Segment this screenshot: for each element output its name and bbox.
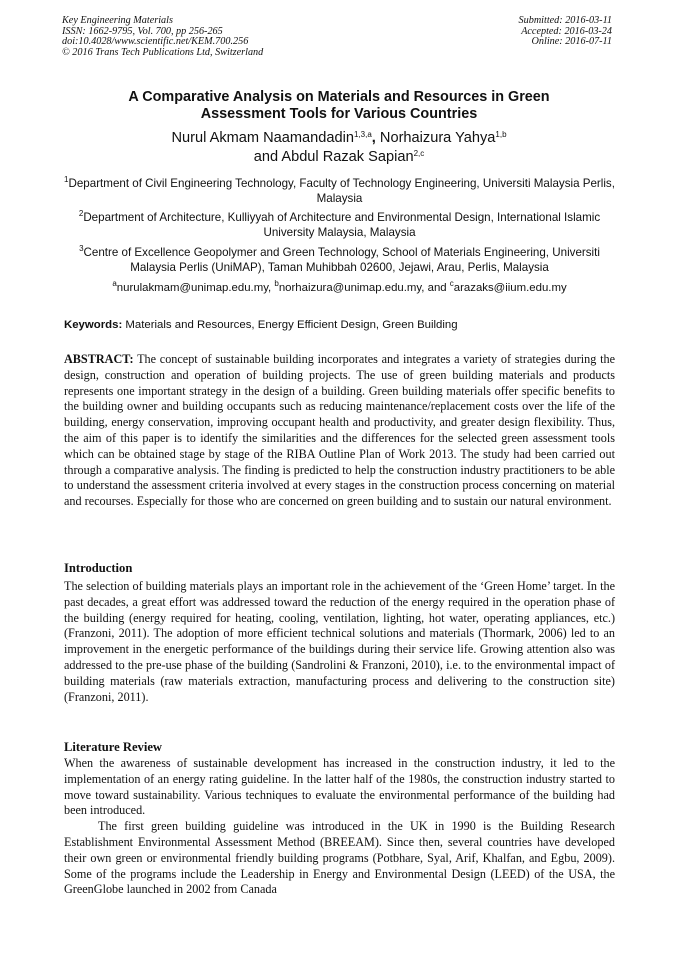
email-b[interactable]: norhaizura@unimap.edu.my	[278, 282, 422, 294]
introduction-body	[64, 579, 615, 705]
email-c[interactable]: arazaks@iium.edu.my	[453, 282, 567, 294]
author-2-sup: 1,b	[495, 130, 507, 139]
literature-heading: Literature Review	[64, 740, 163, 754]
affiliation-3-sup: 3	[79, 244, 84, 253]
email-a-sup: a	[112, 279, 117, 288]
email-and: and	[427, 282, 447, 294]
author-and: and	[253, 149, 279, 165]
affiliation-1	[62, 176, 617, 206]
abstract-text: The concept of sustainable building incorporates and integrates a variety of strategies during the design, construction and operation of building projects. The use of green building materials and products represents one important strategy in the design of a building. Green building materials offer specific benefits to the building owner and building occupants such as reducing maintenance/replacement costs over the life of the building, energy conservation, improving occupant health and productivity, and greater design flexibility. Thus, the aim of this paper is to identify the similarities and the differences for the selected green assessment tools which can be obtained stage by stage of the RIBA Outline Plan of Work 2013. The study had been carried out through a comparative analysis. The finding is predicted to help the construction industry practitioners to be able to understand the assessment criteria involved at every stages in the construction process concerning on material and recourses. Especially for those who are concerned on green building and to sustain our natural environment.	[64, 352, 616, 509]
author-1: Nurul Akmam Naamandadin	[171, 130, 354, 146]
introduction-heading: Introduction	[64, 561, 133, 575]
journal-name: Key Engineering Materials	[62, 15, 173, 26]
doi[interactable]: doi:10.4028/www.scientific.net/KEM.700.256	[62, 36, 249, 48]
online-date: Online: 2016-07-11	[531, 36, 612, 48]
submitted-date: Submitted: 2016-03-11	[518, 15, 612, 26]
issn: ISSN: 1662-9795, Vol. 700, pp 256-265	[62, 25, 223, 37]
author-list: Nurul Akmam Naamandadin$^{1,3,a}$, Norhaizura Yahya$^{1,b}$ and Abdul Razak Sapian$^{2,c}$	[171, 130, 507, 165]
author-3: Abdul Razak Sapian	[281, 149, 414, 165]
affiliation-2	[62, 210, 617, 240]
email-a[interactable]: nurulakmam@unimap.edu.my	[116, 282, 269, 294]
email-c-sup: c	[449, 279, 454, 288]
paper-title	[60, 89, 618, 123]
author-3-sup: 2,c	[413, 149, 425, 158]
title-line-1: A Comparative Analysis on Materials and Resources in Green	[128, 89, 550, 105]
literature-paragraph-1: When the awareness of sustainable development has increased in the construction industry, it led to the implementation of an energy rating guideline. In the latter half of the 1980s, the construction industry started to move toward sustainability. Various techniques to evaluate the environmental performance of the building had been introduced.	[64, 756, 615, 818]
literature-paragraph-2: The first green building guideline was introduced in the UK in 1990 is the Building Research Establishment Environmental Assessment Method (BREEAM). Since then, several countries have developed their own green or environmental friendly building programs (Potbhare, Syal, Arif, Khalfan, and Egbu, 2009). Some of the programs include the Leadership in Energy and Environmental Design (LEED) of the USA, the GreenGlobe launched in 2002 from Canada	[64, 819, 615, 897]
author-2: Norhaizura Yahya	[379, 130, 496, 146]
literature-body	[64, 756, 615, 898]
email-b-sup: b	[274, 279, 279, 288]
affiliation-1-text: Department of Civil Engineering Technology, Faculty of Technology Engineering, Universiti Malaysia Perlis, Malaysia	[68, 177, 615, 205]
accepted-date: Accepted: 2016-03-24	[521, 25, 612, 37]
title-line-2: Assessment Tools for Various Countries	[200, 106, 478, 122]
affiliation-3-text: Centre of Excellence Geopolymer and Green Technology, School of Materials Engineering, Universiti Malaysia Perlis (UniMAP), Taman Muhibbah 02600, Jejawi, Arau, Perlis, Malaysia	[83, 246, 600, 274]
affiliation-2-text: Department of Architecture, Kulliyyah of Architecture and Environmental Design, International Islamic University Malaysia, Malaysia	[83, 211, 601, 239]
author-1-sup: 1,3,a	[354, 130, 372, 139]
keywords	[64, 318, 616, 333]
keywords-label: Keywords:	[64, 319, 123, 331]
copyright: © 2016 Trans Tech Publications Ltd, Switzerland	[62, 46, 264, 58]
abstract	[64, 352, 615, 510]
introduction-paragraph: The selection of building materials plays an important role in the achievement of the ‘Green Home’ target. In the past decades, a great effort was addressed toward the reduction of the energy required in the operation phase of the building (energy required for heating, cooling, ventilation, lighting, hot water, operating appliances, etc.) (Franzoni, 2011). The adoption of more efficient technical solutions and materials (Thormark, 2006) led to an improvement in the energetic performance of the buildings during their service life. Growing attention also was addressed to the pre-use phase of the building (Sandrolini & Franzoni, 2010), i.e. to the environmental impact of building materials (raw materials extraction, manufacturing process and delivering to the construction site) (Franzoni, 2011).	[64, 579, 615, 704]
affiliation-2-sup: 2	[78, 209, 84, 218]
affiliation-1-sup: 1	[64, 175, 69, 184]
email-list: $^a$nurulakmam@unimap.edu.my, $^b$norhaizura@unimap.edu.my, and $^c$arazaks@iium.edu.my	[112, 279, 567, 294]
journal-header	[62, 16, 263, 58]
affiliation-3	[62, 245, 617, 275]
abstract-label: ABSTRACT:	[64, 352, 134, 366]
keywords-text: Materials and Resources, Energy Efficient Design, Green Building	[125, 319, 458, 331]
dates-header	[519, 16, 612, 48]
